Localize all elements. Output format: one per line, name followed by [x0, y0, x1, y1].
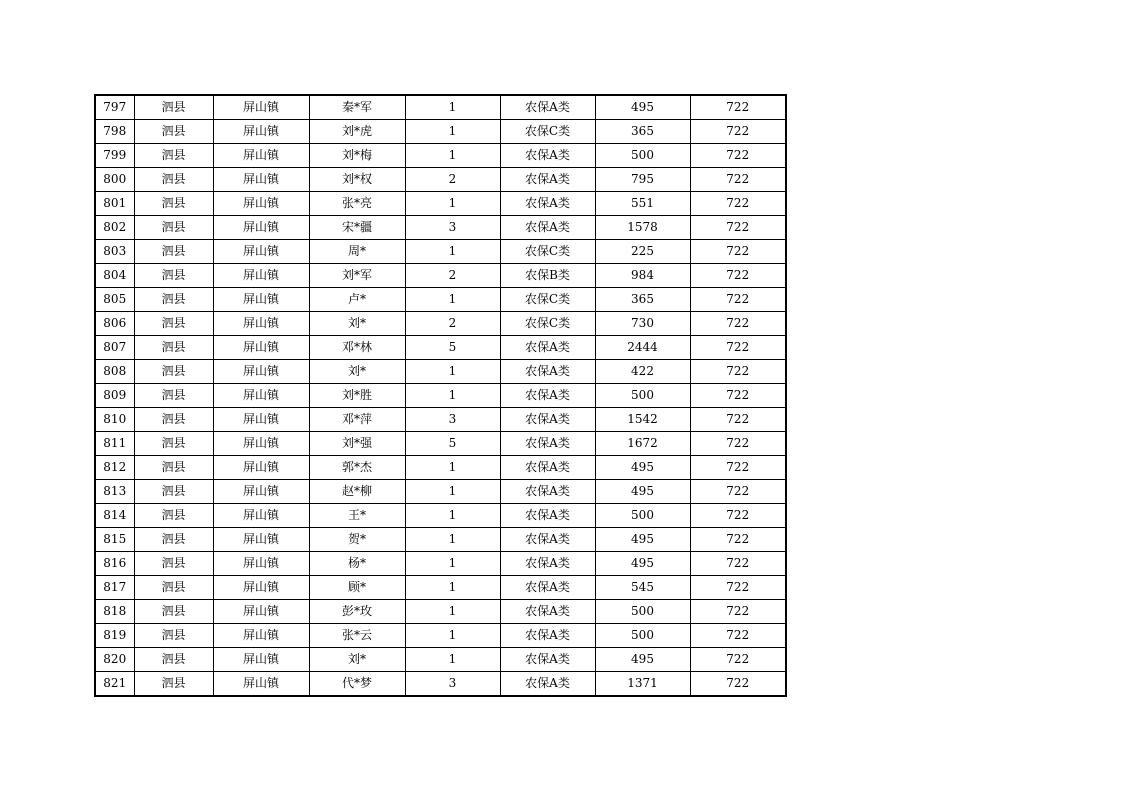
household-size-cell: 1 [405, 384, 500, 408]
household-size-cell: 1 [405, 528, 500, 552]
table-row [95, 168, 786, 192]
row-number-cell: 804 [95, 264, 134, 288]
county-cell: 泗县 [134, 504, 213, 528]
amount-cell: 500 [595, 384, 690, 408]
name-cell: 宋*疆 [309, 216, 405, 240]
row-number-cell: 809 [95, 384, 134, 408]
standard-cell: 722 [690, 192, 786, 216]
amount-cell: 1578 [595, 216, 690, 240]
town-cell: 屏山镇 [213, 336, 309, 360]
table-row [95, 95, 786, 120]
county-cell: 泗县 [134, 528, 213, 552]
category-cell: 农保A类 [500, 432, 595, 456]
row-number-cell: 813 [95, 480, 134, 504]
category-cell: 农保A类 [500, 336, 595, 360]
amount-cell: 1542 [595, 408, 690, 432]
town-cell: 屏山镇 [213, 648, 309, 672]
table-row [95, 144, 786, 168]
county-cell: 泗县 [134, 384, 213, 408]
county-cell: 泗县 [134, 288, 213, 312]
name-cell: 张*亮 [309, 192, 405, 216]
household-size-cell: 1 [405, 120, 500, 144]
category-cell: 农保A类 [500, 672, 595, 697]
household-size-cell: 1 [405, 192, 500, 216]
amount-cell: 495 [595, 648, 690, 672]
name-cell: 贺* [309, 528, 405, 552]
amount-cell: 495 [595, 456, 690, 480]
town-cell: 屏山镇 [213, 624, 309, 648]
county-cell: 泗县 [134, 264, 213, 288]
household-size-cell: 1 [405, 648, 500, 672]
household-size-cell: 1 [405, 95, 500, 120]
row-number-cell: 802 [95, 216, 134, 240]
amount-cell: 365 [595, 120, 690, 144]
name-cell: 杨* [309, 552, 405, 576]
household-size-cell: 3 [405, 408, 500, 432]
household-size-cell: 1 [405, 288, 500, 312]
household-size-cell: 2 [405, 264, 500, 288]
amount-cell: 545 [595, 576, 690, 600]
county-cell: 泗县 [134, 312, 213, 336]
table-row [95, 240, 786, 264]
county-cell: 泗县 [134, 408, 213, 432]
row-number-cell: 808 [95, 360, 134, 384]
name-cell: 代*梦 [309, 672, 405, 697]
household-size-cell: 1 [405, 600, 500, 624]
table-row [95, 312, 786, 336]
town-cell: 屏山镇 [213, 480, 309, 504]
standard-cell: 722 [690, 216, 786, 240]
table-row [95, 456, 786, 480]
name-cell: 秦*军 [309, 95, 405, 120]
name-cell: 顾* [309, 576, 405, 600]
amount-cell: 495 [595, 528, 690, 552]
household-size-cell: 1 [405, 480, 500, 504]
amount-cell: 1371 [595, 672, 690, 697]
standard-cell: 722 [690, 144, 786, 168]
town-cell: 屏山镇 [213, 264, 309, 288]
county-cell: 泗县 [134, 648, 213, 672]
category-cell: 农保C类 [500, 240, 595, 264]
town-cell: 屏山镇 [213, 120, 309, 144]
standard-cell: 722 [690, 504, 786, 528]
standard-cell: 722 [690, 624, 786, 648]
row-number-cell: 814 [95, 504, 134, 528]
table-row [95, 504, 786, 528]
category-cell: 农保A类 [500, 192, 595, 216]
row-number-cell: 799 [95, 144, 134, 168]
household-size-cell: 1 [405, 456, 500, 480]
county-cell: 泗县 [134, 216, 213, 240]
town-cell: 屏山镇 [213, 312, 309, 336]
category-cell: 农保C类 [500, 312, 595, 336]
row-number-cell: 807 [95, 336, 134, 360]
county-cell: 泗县 [134, 360, 213, 384]
town-cell: 屏山镇 [213, 95, 309, 120]
category-cell: 农保A类 [500, 504, 595, 528]
county-cell: 泗县 [134, 600, 213, 624]
town-cell: 屏山镇 [213, 552, 309, 576]
table-body [95, 95, 786, 696]
name-cell: 周* [309, 240, 405, 264]
row-number-cell: 817 [95, 576, 134, 600]
town-cell: 屏山镇 [213, 576, 309, 600]
amount-cell: 1672 [595, 432, 690, 456]
name-cell: 刘*强 [309, 432, 405, 456]
county-cell: 泗县 [134, 624, 213, 648]
row-number-cell: 798 [95, 120, 134, 144]
county-cell: 泗县 [134, 168, 213, 192]
category-cell: 农保C类 [500, 120, 595, 144]
table-row [95, 192, 786, 216]
name-cell: 彭*玫 [309, 600, 405, 624]
row-number-cell: 818 [95, 600, 134, 624]
town-cell: 屏山镇 [213, 144, 309, 168]
household-size-cell: 2 [405, 312, 500, 336]
row-number-cell: 816 [95, 552, 134, 576]
county-cell: 泗县 [134, 192, 213, 216]
table-row [95, 288, 786, 312]
name-cell: 刘*胜 [309, 384, 405, 408]
name-cell: 刘* [309, 312, 405, 336]
category-cell: 农保A类 [500, 95, 595, 120]
amount-cell: 225 [595, 240, 690, 264]
standard-cell: 722 [690, 312, 786, 336]
name-cell: 刘* [309, 648, 405, 672]
county-cell: 泗县 [134, 432, 213, 456]
table-row [95, 120, 786, 144]
household-size-cell: 1 [405, 576, 500, 600]
standard-cell: 722 [690, 408, 786, 432]
category-cell: 农保A类 [500, 552, 595, 576]
town-cell: 屏山镇 [213, 384, 309, 408]
row-number-cell: 806 [95, 312, 134, 336]
town-cell: 屏山镇 [213, 600, 309, 624]
standard-cell: 722 [690, 95, 786, 120]
household-size-cell: 1 [405, 552, 500, 576]
name-cell: 刘* [309, 360, 405, 384]
town-cell: 屏山镇 [213, 408, 309, 432]
row-number-cell: 803 [95, 240, 134, 264]
name-cell: 邓*林 [309, 336, 405, 360]
household-size-cell: 1 [405, 144, 500, 168]
name-cell: 郭*杰 [309, 456, 405, 480]
amount-cell: 365 [595, 288, 690, 312]
name-cell: 刘*梅 [309, 144, 405, 168]
amount-cell: 551 [595, 192, 690, 216]
table-row [95, 624, 786, 648]
standard-cell: 722 [690, 672, 786, 697]
town-cell: 屏山镇 [213, 192, 309, 216]
household-size-cell: 3 [405, 216, 500, 240]
category-cell: 农保A类 [500, 408, 595, 432]
standard-cell: 722 [690, 456, 786, 480]
amount-cell: 495 [595, 95, 690, 120]
name-cell: 刘*权 [309, 168, 405, 192]
category-cell: 农保C类 [500, 288, 595, 312]
amount-cell: 2444 [595, 336, 690, 360]
household-size-cell: 1 [405, 360, 500, 384]
name-cell: 赵*柳 [309, 480, 405, 504]
standard-cell: 722 [690, 432, 786, 456]
category-cell: 农保A类 [500, 600, 595, 624]
amount-cell: 984 [595, 264, 690, 288]
table-row [95, 336, 786, 360]
household-size-cell: 5 [405, 336, 500, 360]
town-cell: 屏山镇 [213, 288, 309, 312]
row-number-cell: 819 [95, 624, 134, 648]
town-cell: 屏山镇 [213, 504, 309, 528]
amount-cell: 730 [595, 312, 690, 336]
amount-cell: 795 [595, 168, 690, 192]
row-number-cell: 821 [95, 672, 134, 697]
category-cell: 农保A类 [500, 528, 595, 552]
category-cell: 农保A类 [500, 360, 595, 384]
name-cell: 王* [309, 504, 405, 528]
name-cell: 刘*军 [309, 264, 405, 288]
county-cell: 泗县 [134, 480, 213, 504]
standard-cell: 722 [690, 288, 786, 312]
county-cell: 泗县 [134, 240, 213, 264]
category-cell: 农保A类 [500, 216, 595, 240]
standard-cell: 722 [690, 648, 786, 672]
household-size-cell: 2 [405, 168, 500, 192]
county-cell: 泗县 [134, 336, 213, 360]
category-cell: 农保A类 [500, 144, 595, 168]
household-size-cell: 1 [405, 624, 500, 648]
household-size-cell: 3 [405, 672, 500, 697]
category-cell: 农保A类 [500, 648, 595, 672]
standard-cell: 722 [690, 168, 786, 192]
town-cell: 屏山镇 [213, 672, 309, 697]
category-cell: 农保A类 [500, 576, 595, 600]
county-cell: 泗县 [134, 120, 213, 144]
category-cell: 农保B类 [500, 264, 595, 288]
table-row [95, 552, 786, 576]
county-cell: 泗县 [134, 456, 213, 480]
category-cell: 农保A类 [500, 168, 595, 192]
household-size-cell: 1 [405, 240, 500, 264]
row-number-cell: 811 [95, 432, 134, 456]
row-number-cell: 812 [95, 456, 134, 480]
row-number-cell: 815 [95, 528, 134, 552]
town-cell: 屏山镇 [213, 528, 309, 552]
town-cell: 屏山镇 [213, 456, 309, 480]
row-number-cell: 801 [95, 192, 134, 216]
data-table [94, 94, 787, 697]
amount-cell: 500 [595, 144, 690, 168]
standard-cell: 722 [690, 360, 786, 384]
amount-cell: 500 [595, 504, 690, 528]
table-row [95, 672, 786, 697]
row-number-cell: 797 [95, 95, 134, 120]
county-cell: 泗县 [134, 552, 213, 576]
county-cell: 泗县 [134, 95, 213, 120]
town-cell: 屏山镇 [213, 168, 309, 192]
table-row [95, 408, 786, 432]
amount-cell: 500 [595, 600, 690, 624]
household-size-cell: 1 [405, 504, 500, 528]
table-row [95, 432, 786, 456]
category-cell: 农保A类 [500, 480, 595, 504]
town-cell: 屏山镇 [213, 240, 309, 264]
row-number-cell: 800 [95, 168, 134, 192]
table-row [95, 384, 786, 408]
table-row [95, 648, 786, 672]
table-row [95, 264, 786, 288]
standard-cell: 722 [690, 336, 786, 360]
standard-cell: 722 [690, 480, 786, 504]
standard-cell: 722 [690, 240, 786, 264]
table-row [95, 576, 786, 600]
category-cell: 农保A类 [500, 624, 595, 648]
standard-cell: 722 [690, 264, 786, 288]
row-number-cell: 820 [95, 648, 134, 672]
town-cell: 屏山镇 [213, 432, 309, 456]
county-cell: 泗县 [134, 144, 213, 168]
county-cell: 泗县 [134, 576, 213, 600]
category-cell: 农保A类 [500, 456, 595, 480]
standard-cell: 722 [690, 576, 786, 600]
standard-cell: 722 [690, 384, 786, 408]
table-row [95, 360, 786, 384]
town-cell: 屏山镇 [213, 216, 309, 240]
amount-cell: 422 [595, 360, 690, 384]
table-row [95, 480, 786, 504]
household-size-cell: 5 [405, 432, 500, 456]
name-cell: 邓*萍 [309, 408, 405, 432]
standard-cell: 722 [690, 120, 786, 144]
name-cell: 张*云 [309, 624, 405, 648]
row-number-cell: 805 [95, 288, 134, 312]
name-cell: 刘*虎 [309, 120, 405, 144]
table-row [95, 528, 786, 552]
category-cell: 农保A类 [500, 384, 595, 408]
standard-cell: 722 [690, 528, 786, 552]
name-cell: 卢* [309, 288, 405, 312]
amount-cell: 500 [595, 624, 690, 648]
table-row [95, 600, 786, 624]
town-cell: 屏山镇 [213, 360, 309, 384]
county-cell: 泗县 [134, 672, 213, 697]
standard-cell: 722 [690, 600, 786, 624]
amount-cell: 495 [595, 552, 690, 576]
row-number-cell: 810 [95, 408, 134, 432]
table-row [95, 216, 786, 240]
amount-cell: 495 [595, 480, 690, 504]
standard-cell: 722 [690, 552, 786, 576]
